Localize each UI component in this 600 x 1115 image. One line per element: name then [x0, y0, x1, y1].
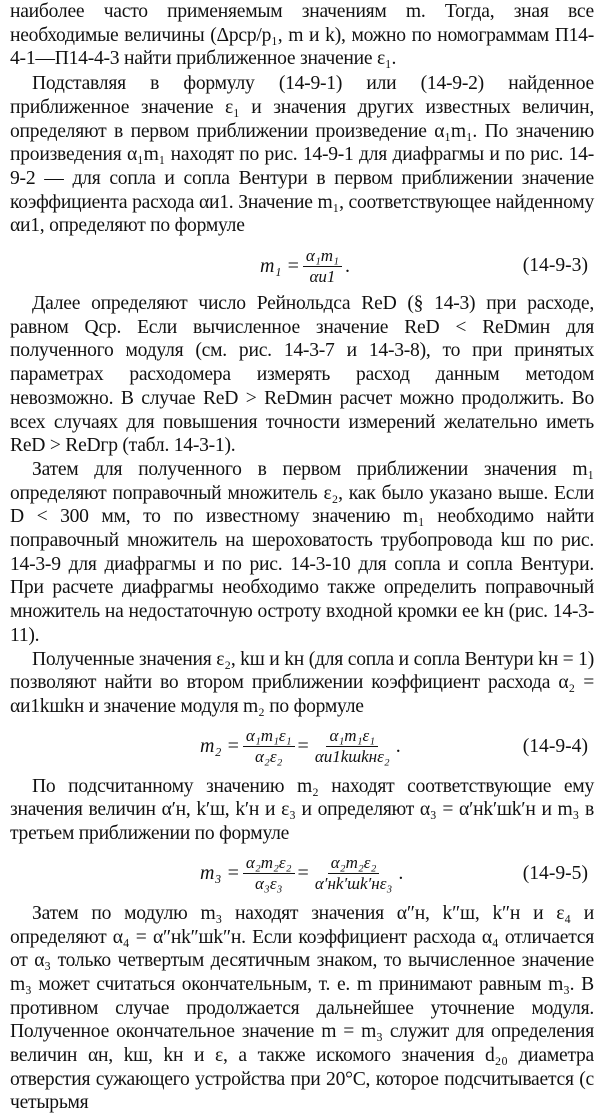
fraction-numerator: α₂m₂ε₂ [328, 854, 380, 874]
equation-lhs: m₃ = [200, 862, 240, 885]
fraction-denominator: α′нk′шk′нε₃ [314, 874, 393, 894]
equation-number: (14-9-4) [522, 735, 588, 757]
fraction-denominator: α₂ε₂ [255, 747, 283, 767]
equation-lhs: m₁ = [260, 254, 300, 277]
fraction-numerator: α₂m₂ε₂ [243, 854, 295, 874]
fraction-numerator: α₁m₁ [303, 247, 342, 267]
equation-fraction [243, 854, 295, 893]
equation-number: (14-9-3) [522, 255, 588, 277]
equation-number: (14-9-5) [522, 862, 588, 884]
paragraph-1: наиболее часто применяемым значениям m. Тогда, зная все необходимые величины (Δpср/p₁, m и k), можно по номограммам П14-4-1—П14-4-3 найти приближенное значение ε₁. [10, 1, 594, 70]
fraction-denominator: α₃ε₃ [255, 874, 283, 894]
equation-14-9-3: m₁ = $\frac{\text{α₁m₁}}{\alpha и1}$ . (14-9-3) [260, 245, 588, 286]
equation-fraction-2 [312, 727, 393, 766]
paragraph-5: Полученные значения ε₂, kш и kн (для сопла и сопла Вентури kн = 1) позволяют найти во втором приближении коэффициент расхода α₂ = αи1kшkн и значение модуля m₂ по формуле [10, 648, 594, 717]
paragraph-6: По подсчитанному значению m₂ находят соответствующие ему значения величин α′н, k′ш, k′н и ε₃ и определяют α₃ = α′нk′шk′н и m₃ в третьем приближении по формуле [10, 775, 594, 845]
paragraph-4: Затем для полученного в первом приближении значения m₁ определяют поправочный множитель ε₂, как было указано выше. Если D < 300 мм, то по известному значению m₁ необходимо найти поправочный множитель на шероховатость трубопровода kш по рис. 14-3-9 для диафрагмы и по рис. 14-3-10 для сопла и сопла Вентури. При расчете диафрагмы необходимо также определить поправочный множитель на недостаточную остроту входной кромки ее kн (рис. 14-3-11). [10, 458, 594, 646]
fraction-numerator: α₁m₁ε₁ [243, 727, 295, 747]
equation-fraction [243, 727, 295, 766]
equals-sign: = [297, 862, 309, 885]
equation-fraction-2 [312, 854, 395, 893]
paragraph-3: Далее определяют число Рейнольдса ReD (§ 14-3) при расходе, равном Qср. Если вычисленное значение ReD < ReDмин для полученного модуля (см. рис. 14-3-7 и 14-3-8), то при принятых параметрах расходомера измерять расход данным методом невозможно. В случае ReD > ReDмин расчет можно продолжить. Во всех случаях для повышения точности измерений желательно иметь ReD > ReDгр (табл. 14-3-1). [10, 293, 594, 457]
equation-14-9-4: m₂ = $\frac{\text{α₁m₁ε₁}}{\text{α₂ε₂}}$ = $\frac{\text{α₁m₁ε₁}}{\text{αи1kшkнε₂}}$ . (14-9-4) [200, 726, 588, 767]
fraction-denominator: αи1kшkнε₂ [314, 747, 390, 767]
paragraph-2: Подставляя в формулу (14-9-1) или (14-9-2) найденное приближенное значение ε₁ и значения других известных величин, определяют в первом приближении произведение α₁m₁. По значению произведения α₁m₁ находят по рис. 14-9-1 для диафрагмы и по рис. 14-9-2 — для сопла и сопла Вентури в первом приближении значение коэффициента расхода αи1. Значение m₁, соответствующее найденному αи1, определяют по формуле [10, 73, 594, 237]
equation-fraction [303, 247, 342, 286]
fraction-denominator: αи1 [309, 266, 336, 286]
fraction-numerator: α₁m₁ε₁ [326, 727, 378, 747]
equation-lhs: m₂ = [200, 735, 240, 758]
equation-14-9-5: m₃ = $\frac{\text{α₂m₂ε₂}}{\text{α₃ε₃}}$ = $\frac{\text{α₂m₂ε₂}}{\text{α′нk′шk′нε₃}}$ . (14-9-5) [200, 853, 588, 894]
equals-sign: = [297, 735, 309, 758]
paragraph-7: Затем по модулю m₃ находят значения α″н, k″ш, k″н и ε₄ и определяют α₄ = α″нk″шk″н. Если коэффициент расхода α₄ отличается от α₃ только четвертым десятичным знаком, то вычисленное значение m₃ может считаться окончательным, т. е. m принимают равным m₃. В противном случае продолжается дальнейшее уточнение модуля. Полученное окончательное значение m = m₃ служит для определения величин αн, kш, kн и ε, а также искомого значения d₂₀ диаметра отверстия сужающего устройства при 20°С, которое подсчитывается (с четырьмя [10, 902, 594, 1114]
